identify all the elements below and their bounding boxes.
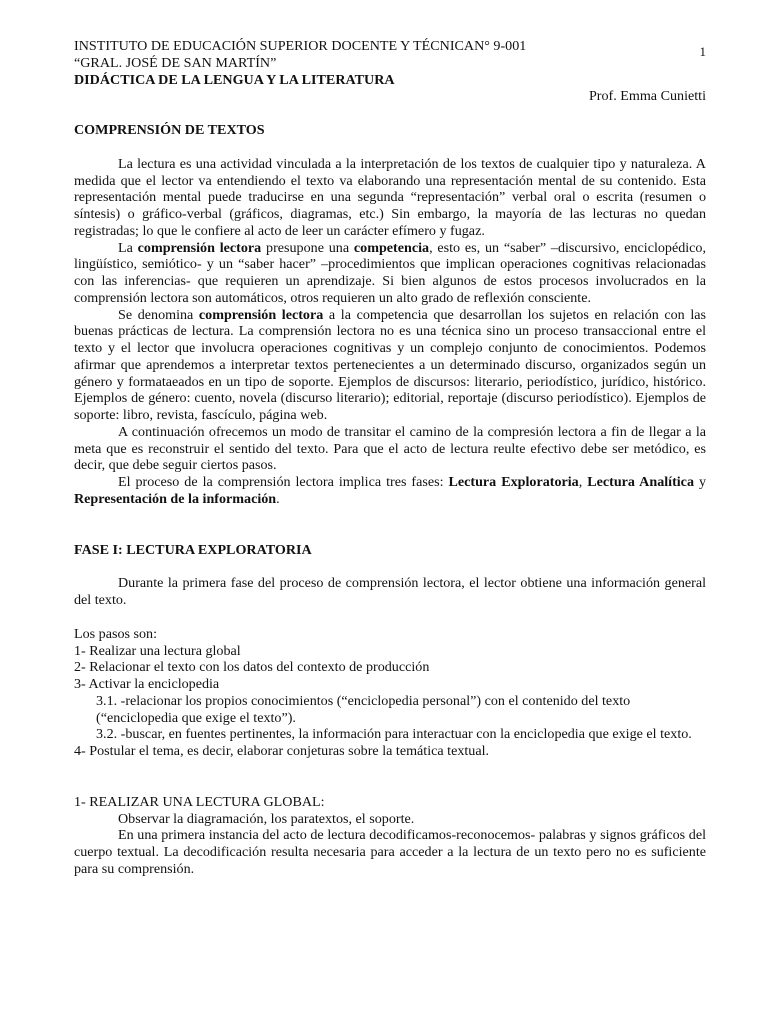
section-title-fase-1: FASE I: LECTURA EXPLORATORIA bbox=[74, 541, 312, 558]
header-institution: INSTITUTO DE EDUCACIÓN SUPERIOR DOCENTE Y TÉCNICAN° 9-001 bbox=[74, 38, 527, 54]
step-item: 1- Realizar una lectura global bbox=[74, 642, 241, 659]
paragraph-5: El proceso de la comprensión lectora implica tres fases: Lectura Exploratoria, Lectura Analítica y Representación de la información. bbox=[74, 474, 707, 507]
document-page bbox=[74, 38, 706, 878]
header-school-name: “GRAL. JOSÉ DE SAN MARTÍN” bbox=[74, 54, 277, 71]
document-title: COMPRENSIÓN DE TEXTOS bbox=[74, 122, 265, 138]
steps-heading: Los pasos son: bbox=[74, 625, 158, 642]
fase-1-intro: Durante la primera fase del proceso de comprensión lectora, el lector obtiene una información general del texto. bbox=[74, 575, 706, 608]
header-subject: DIDÁCTICA DE LA LENGUA Y LA LITERATURA bbox=[74, 71, 395, 88]
paragraph-3: Se denomina comprensión lectora a la competencia que desarrollan los sujetos en relación con las buenas prácticas de lectura. La comprensión lectora no es una técnica sino un proceso transaccional entre el texto y el lector que involucra operaciones cognitivas y un complejo conjunto de conocimientos. Podemos afirmar que aprendemos a interpretar textos pertenecientes a un determinado discurso, organizados según un género y formataeados en un tipo de soporte. Ejemplos de discursos: literario, periodístico, jurídico, histórico. Ejemplos de género: cuento, novela (discurso literario); editorial, reportaje (discurso periodístico). Ejemplos de soporte: libro, revista, fascículo, página web. bbox=[74, 306, 706, 423]
step-item: 4- Postular el tema, es decir, elaborar conjeturas sobre la temática textual. bbox=[74, 743, 490, 759]
substep-item: 3.2. -buscar, en fuentes pertinentes, la información para interactuar con la enciclopedia que exige el texto. bbox=[96, 726, 692, 743]
paragraph-2: La comprensión lectora presupone una competencia, esto es, un “saber” –discursivo, enciclopédico, lingüístico, semiótico- y un “saber hacer” –procedimientos que implican operaciones cognitivas relacionadas con las inferencias- que requieren un aprendizaje. Si bien algunos de estos procesos involucrados en la comprensión lectora son automáticos, otros requieren un alto grado de reflexión consciente. bbox=[74, 239, 707, 306]
step-item: 2- Relacionar el texto con los datos del contexto de producción bbox=[74, 659, 430, 676]
substep-item: 3.1. -relacionar los propios conocimientos (“enciclopedia personal”) con el contenido del texto (“enciclopedia que exige el texto”). bbox=[96, 692, 631, 726]
section-1-line: Observar la diagramación, los paratextos, el soporte. bbox=[118, 810, 415, 827]
page-number: 1 bbox=[699, 44, 706, 59]
section-1-paragraph: En una primera instancia del acto de lectura decodificamos-reconocemos- palabras y signos gráficos del cuerpo textual. La decodificación resulta necesaria para acceder a la lectura de un texto pero no es suficiente para su comprensión. bbox=[74, 827, 706, 877]
step-item: 3- Activar la enciclopedia bbox=[74, 676, 220, 692]
section-title-lectura-global: 1- REALIZAR UNA LECTURA GLOBAL: bbox=[74, 793, 325, 810]
paragraph-1: La lectura es una actividad vinculada a la interpretación de los textos de cualquier tipo y naturaleza. A medida que el lector va entendiendo el texto va elaborando una representación mental de su contenido. Esta representación mental puede traducirse en una segunda “representación” verbal oral o escrita (resumen o síntesis) o gráfico-verbal (gráficos, diagramas, etc.) Sin embargo, la mayoría de las lecturas no quedan registradas; lo que le confiere al acto de leer un carácter efímero y fugaz. bbox=[74, 155, 706, 239]
paragraph-4: A continuación ofrecemos un modo de transitar el camino de la compresión lectora a fin de llegar a la meta que es reconstruir el sentido del texto. Para que el acto de lectura reulte efectivo debe ser metódico, es decir, que debe seguir ciertos pasos. bbox=[74, 423, 706, 474]
header-author: Prof. Emma Cunietti bbox=[588, 88, 706, 105]
